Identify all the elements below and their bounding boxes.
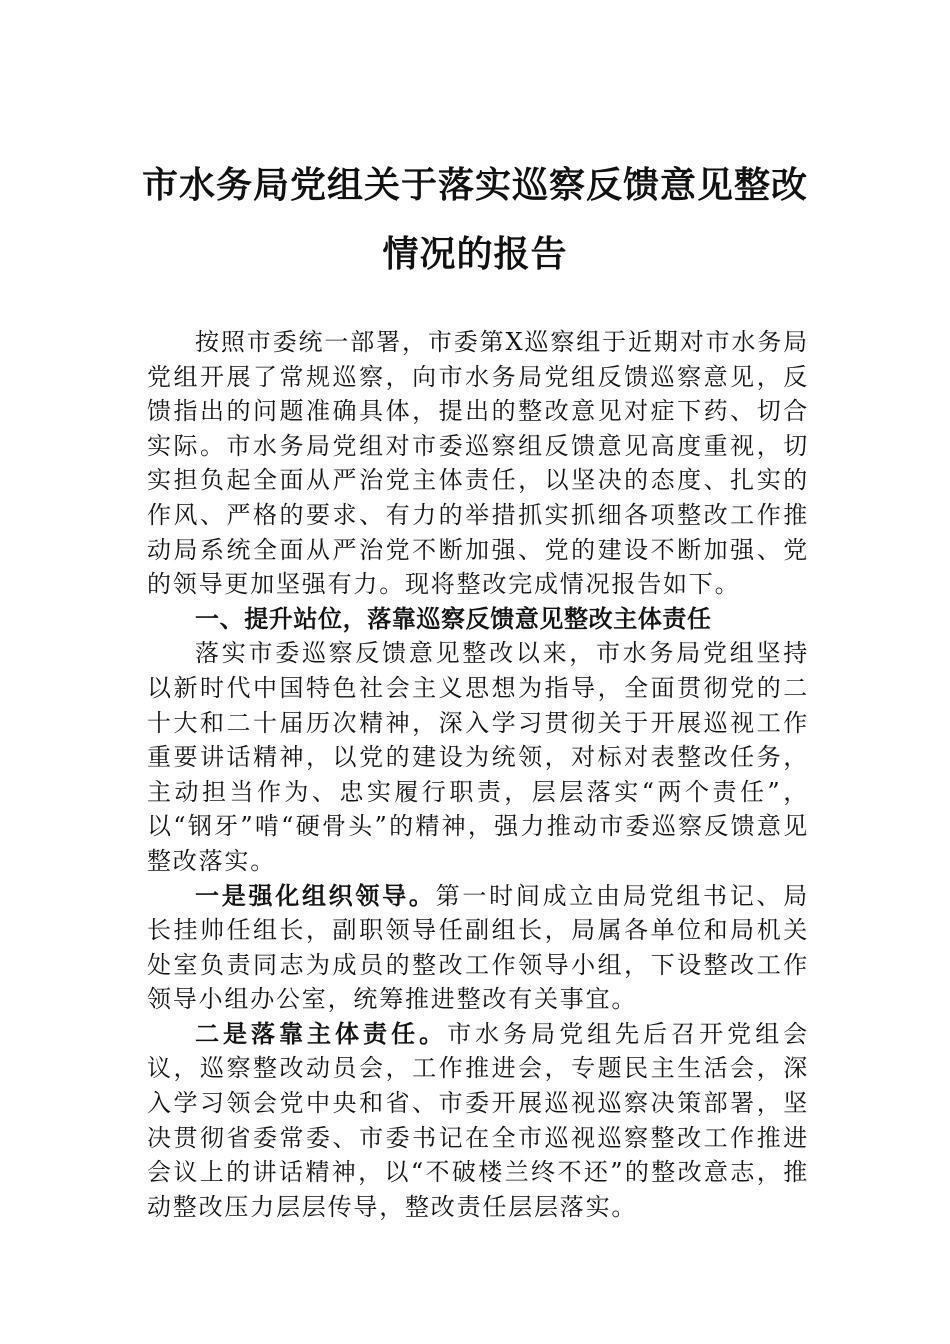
paragraph-intro: 按照市委统一部署，市委第X巡察组于近期对市水务局党组开展了常规巡察，向市水务局党组反馈巡察意见，反馈指出的问题准确具体，提出的整改意见对症下药、切合实际。市水务局党组对市委巡察组反馈意见高度重视，切实担负起全面从严治党主体责任，以坚决的态度、扎实的作风、严格的要求、有力的举措抓实抓细各项整改工作推动局系统全面从严治党不断加强、党的建设不断加强、党的领导更加坚强有力。现将整改完成情况报告如下。 [147,328,809,599]
paragraph-text-responsibility: 市水务局党组先后召开党组会议，巡察整改动员会，工作推进会，专题民主生活会，深入学习领会党中央和省、市委开展巡视巡察决策部署，坚决贯彻省委常委、市委书记在全市巡视巡察整改工作推进会议上的讲话精神，以“不破楼兰终不还”的整改意志，推动整改压力层层传导，整改责任层层落实。 [147,1019,810,1221]
paragraph-responsibility [147,1017,809,1225]
document-title-line-1: 市水务局党组关于落实巡察反馈意见整改 [141,164,808,206]
section-heading-1: 一、提升站位，落靠巡察反馈意见整改主体责任 [195,604,712,633]
document-title-line-2: 情况的报告 [382,233,568,275]
document-body [147,325,809,1224]
paragraph-lead-organization: 一是强化组织领导。 [195,881,436,910]
paragraph-section-1: 落实市委巡察反馈意见整改以来，市水务局党组坚持以新时代中国特色社会主义思想为指导，全面贯彻党的二十大和二十届历次精神，深入学习贯彻关于开展巡视工作重要讲话精神，以党的建设为统领，对标对表整改任务，主动担当作为、忠实履行职责，层层落实“两个责任”，以“钢牙”啃“硬骨头”的精神，强力推动市委巡察反馈意见整改落实。 [147,639,809,875]
paragraph-lead-responsibility: 二是落靠主体责任。 [195,1019,448,1048]
paragraph-organization [147,879,809,1017]
paragraph-text-organization: 第一时间成立由局党组书记、局长挂帅任组长，副职领导任副组长，局属各单位和局机关处室负责同志为成员的整改工作领导小组，下设整改工作领导小组办公室，统筹推进整改有关事宜。 [147,881,809,1014]
